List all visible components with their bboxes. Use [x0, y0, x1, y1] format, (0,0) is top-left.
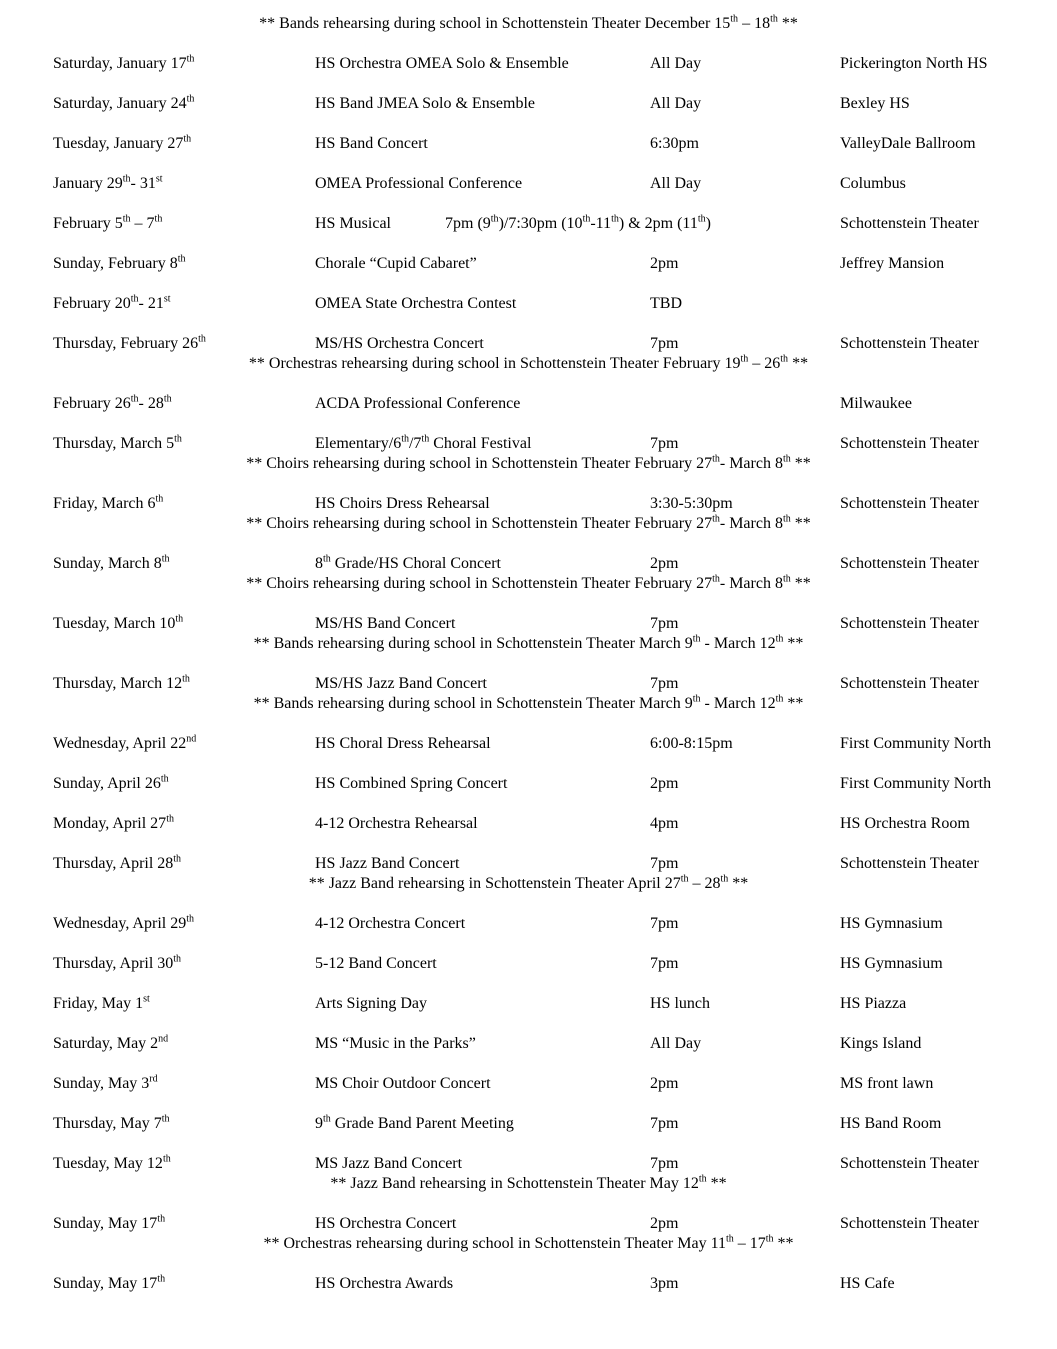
event-time: 7pm: [650, 335, 679, 352]
event-time: TBD: [650, 295, 682, 312]
event-name: 9th Grade Band Parent Meeting: [315, 1113, 514, 1132]
event-location: Schottenstein Theater: [840, 615, 979, 632]
event-name: MS “Music in the Parks”: [315, 1035, 476, 1052]
schedule-row: [0, 914, 1057, 934]
event-time: 4pm: [650, 815, 679, 832]
schedule-row: [0, 1034, 1057, 1054]
event-name: Chorale “Cupid Cabaret”: [315, 255, 477, 272]
rehearsal-note: ** Orchestras rehearsing during school in Schottenstein Theater May 11th – 17th **: [263, 1233, 794, 1252]
event-name: HS Orchestra Concert: [315, 1215, 457, 1232]
schedule-row: [0, 394, 1057, 414]
event-location: Kings Island: [840, 1035, 922, 1052]
event-name: HS Orchestra Awards: [315, 1275, 454, 1292]
schedule-row: [0, 674, 1057, 694]
event-date: Wednesday, April 22nd: [53, 733, 197, 752]
event-date: Sunday, March 8th: [53, 553, 170, 572]
event-time: 7pm: [650, 1155, 679, 1172]
schedule-row: [0, 774, 1057, 794]
event-time: 7pm: [650, 675, 679, 692]
event-time: 7pm: [650, 435, 679, 452]
rehearsal-note: ** Jazz Band rehearsing in Schottenstein Theater May 12th **: [330, 1173, 727, 1192]
schedule-row: [0, 134, 1057, 154]
event-location: Milwaukee: [840, 395, 912, 412]
event-date: Sunday, May 3rd: [53, 1073, 158, 1092]
event-date: Monday, April 27th: [53, 813, 174, 832]
event-location: Bexley HS: [840, 95, 910, 112]
event-location: First Community North: [840, 775, 992, 792]
schedule-row: [0, 854, 1057, 874]
event-location: Schottenstein Theater: [840, 435, 979, 452]
event-name: HS Choirs Dress Rehearsal: [315, 495, 490, 512]
event-location: ValleyDale Ballroom: [840, 135, 976, 152]
event-date: Sunday, April 26th: [53, 773, 169, 792]
event-time: 3pm: [650, 1275, 679, 1292]
schedule-row: [0, 1154, 1057, 1174]
event-time: 3:30-5:30pm: [650, 495, 733, 512]
rehearsal-note: ** Choirs rehearsing during school in Schottenstein Theater February 27th- March 8th **: [246, 513, 811, 532]
event-location: Columbus: [840, 175, 906, 192]
event-time: All Day: [650, 55, 702, 72]
schedule-row: [0, 814, 1057, 834]
event-name: 8th Grade/HS Choral Concert: [315, 553, 501, 572]
event-date: Saturday, May 2nd: [53, 1033, 169, 1052]
event-time: 2pm: [650, 555, 679, 572]
rehearsal-note: ** Bands rehearsing during school in Schottenstein Theater March 9th - March 12th **: [253, 693, 804, 712]
schedule-row: [0, 554, 1057, 574]
rehearsal-note: ** Jazz Band rehearsing in Schottenstein Theater April 27th – 28th **: [308, 873, 749, 892]
event-location: HS Cafe: [840, 1275, 895, 1292]
event-location: Schottenstein Theater: [840, 1155, 979, 1172]
event-time: HS lunch: [650, 995, 710, 1012]
event-name: HS Band Concert: [315, 135, 428, 152]
header-rehearsal-note: ** Bands rehearsing during school in Schottenstein Theater December 15th – 18th **: [259, 13, 798, 32]
event-location: Schottenstein Theater: [840, 495, 979, 512]
event-location: Schottenstein Theater: [840, 555, 979, 572]
event-name: 5-12 Band Concert: [315, 955, 437, 972]
event-date: Sunday, May 17th: [53, 1273, 166, 1292]
event-date: Wednesday, April 29th: [53, 913, 194, 932]
event-date: Thursday, April 28th: [53, 853, 182, 872]
event-date: Tuesday, March 10th: [53, 613, 184, 632]
schedule-row: [0, 174, 1057, 194]
schedule-row: [0, 54, 1057, 74]
schedule-row: [0, 734, 1057, 754]
event-time: 2pm: [650, 775, 679, 792]
event-location: HS Gymnasium: [840, 955, 943, 972]
event-time: 7pm: [650, 1115, 679, 1132]
rehearsal-note: ** Orchestras rehearsing during school in Schottenstein Theater February 19th – 26th **: [248, 353, 809, 372]
schedule-row: [0, 1274, 1057, 1294]
event-time: 7pm: [650, 915, 679, 932]
event-date: February 20th- 21st: [53, 293, 171, 312]
event-location: Schottenstein Theater: [840, 335, 979, 352]
event-location: Jeffrey Mansion: [840, 255, 945, 272]
event-location: MS front lawn: [840, 1075, 934, 1092]
event-time: 7pm: [650, 955, 679, 972]
schedule-row: [0, 1114, 1057, 1134]
schedule-row: [0, 94, 1057, 114]
event-location: Pickerington North HS: [840, 55, 988, 72]
event-date: Thursday, March 12th: [53, 673, 190, 692]
event-location: HS Piazza: [840, 995, 907, 1012]
event-name: HS Combined Spring Concert: [315, 775, 508, 792]
rehearsal-note: ** Choirs rehearsing during school in Schottenstein Theater February 27th- March 8th **: [246, 573, 811, 592]
schedule-row: [0, 334, 1057, 354]
event-time: All Day: [650, 1035, 702, 1052]
event-name: MS Jazz Band Concert: [315, 1155, 463, 1172]
event-name: MS/HS Band Concert: [315, 615, 456, 632]
event-time: 7pm: [650, 615, 679, 632]
event-name: HS Orchestra OMEA Solo & Ensemble: [315, 55, 569, 72]
event-location: HS Orchestra Room: [840, 815, 970, 832]
rehearsal-note: ** Choirs rehearsing during school in Schottenstein Theater February 27th- March 8th **: [246, 453, 811, 472]
schedule-row: [0, 994, 1057, 1014]
event-date: February 5th – 7th: [53, 213, 163, 232]
schedule-rows: [0, 54, 1057, 1294]
event-date: Sunday, May 17th: [53, 1213, 166, 1232]
event-name: OMEA State Orchestra Contest: [315, 295, 517, 312]
event-location: HS Gymnasium: [840, 915, 943, 932]
schedule-row: [0, 954, 1057, 974]
event-location: Schottenstein Theater: [840, 855, 979, 872]
event-date: February 26th- 28th: [53, 393, 172, 412]
event-name: MS/HS Jazz Band Concert: [315, 675, 487, 692]
schedule-row: [0, 1074, 1057, 1094]
event-name: MS Choir Outdoor Concert: [315, 1075, 491, 1092]
event-name: OMEA Professional Conference: [315, 175, 523, 192]
event-location: Schottenstein Theater: [840, 215, 979, 232]
event-name: 4-12 Orchestra Rehearsal: [315, 815, 478, 832]
event-date: Tuesday, May 12th: [53, 1153, 171, 1172]
event-name: ACDA Professional Conference: [315, 395, 521, 412]
event-location: First Community North: [840, 735, 992, 752]
event-time: 7pm (9th)/7:30pm (10th-11th) & 2pm (11th): [445, 213, 711, 232]
event-date: Thursday, February 26th: [53, 333, 206, 352]
schedule-row: [0, 294, 1057, 314]
event-date: Thursday, May 7th: [53, 1113, 170, 1132]
schedule-row: [0, 434, 1057, 454]
event-date: Thursday, March 5th: [53, 433, 182, 452]
event-time: All Day: [650, 175, 702, 192]
event-time: 6:30pm: [650, 135, 699, 152]
event-name: Elementary/6th/7th Choral Festival: [315, 433, 532, 452]
schedule-row: [0, 1214, 1057, 1234]
rehearsal-note: ** Bands rehearsing during school in Schottenstein Theater March 9th - March 12th **: [253, 633, 804, 652]
event-name: MS/HS Orchestra Concert: [315, 335, 484, 352]
event-name: HS Musical: [315, 215, 391, 232]
event-date: Friday, March 6th: [53, 493, 164, 512]
event-date: January 29th- 31st: [53, 173, 163, 192]
event-location: Schottenstein Theater: [840, 675, 979, 692]
event-name: HS Jazz Band Concert: [315, 855, 460, 872]
schedule-row: [0, 254, 1057, 274]
event-date: Friday, May 1st: [53, 993, 150, 1012]
event-time: 2pm: [650, 1215, 679, 1232]
event-date: Saturday, January 17th: [53, 53, 195, 72]
schedule-row: [0, 494, 1057, 514]
event-time: All Day: [650, 95, 702, 112]
schedule-row: [0, 614, 1057, 634]
event-time: 7pm: [650, 855, 679, 872]
event-time: 6:00-8:15pm: [650, 735, 733, 752]
event-name: 4-12 Orchestra Concert: [315, 915, 466, 932]
event-date: Tuesday, January 27th: [53, 133, 192, 152]
event-location: HS Band Room: [840, 1115, 942, 1132]
event-name: HS Choral Dress Rehearsal: [315, 735, 491, 752]
event-date: Thursday, April 30th: [53, 953, 182, 972]
event-name: HS Band JMEA Solo & Ensemble: [315, 95, 536, 112]
event-time: 2pm: [650, 1075, 679, 1092]
schedule-row: [0, 214, 1057, 234]
event-time: 2pm: [650, 255, 679, 272]
event-name: Arts Signing Day: [315, 995, 427, 1012]
event-location: Schottenstein Theater: [840, 1215, 979, 1232]
event-date: Sunday, February 8th: [53, 253, 186, 272]
event-date: Saturday, January 24th: [53, 93, 195, 112]
